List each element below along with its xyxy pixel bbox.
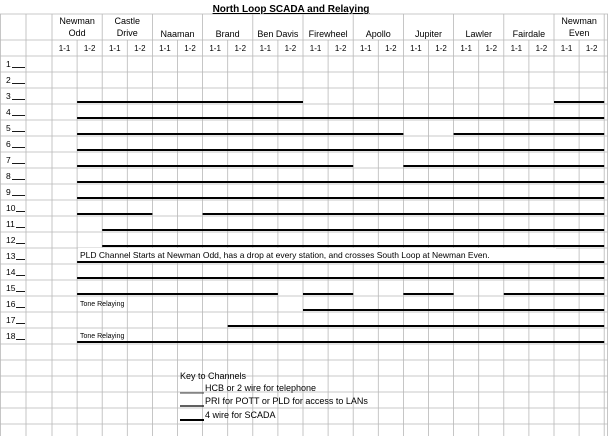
subcolumn-label: 1-2	[83, 44, 96, 53]
station-name: Odd	[68, 28, 86, 38]
subcolumn-label: 1-1	[359, 44, 372, 53]
subcolumn-label: 1-2	[134, 44, 146, 53]
pld-note: PLD Channel Starts at Newman Odd, has a drop at every station, and crosses South Loop at Newman Even.	[80, 250, 490, 260]
subcolumn-label: 1-2	[334, 44, 347, 53]
station-name: Fairdale	[512, 29, 546, 39]
station-name: Naaman	[160, 29, 195, 39]
station-name: Newman	[59, 16, 95, 26]
station-name: Apollo	[365, 29, 391, 39]
row-number: 16	[6, 299, 16, 309]
subcolumn-label: 1-1	[309, 44, 322, 53]
station-name: Firewheel	[308, 29, 348, 39]
subcolumn-label: 1-2	[485, 44, 498, 53]
station-name: Newman	[561, 16, 597, 26]
row-number: 1	[6, 59, 11, 69]
key-item-thin-label: HCB or 2 wire for telephone	[205, 383, 317, 393]
subcolumn-label: 1-1	[159, 44, 171, 53]
row-number: 17	[6, 315, 16, 325]
station-name: Castle	[114, 16, 141, 26]
key-item-heavy-label: 4 wire for SCADA	[205, 410, 276, 420]
row-number: 10	[6, 203, 16, 213]
subcolumn-label: 1-2	[535, 44, 548, 53]
subcolumn-label: 1-2	[585, 44, 598, 53]
subcolumn-label: 1-1	[58, 44, 71, 53]
subcolumn-label: 1-2	[184, 44, 196, 53]
station-name: Even	[568, 28, 590, 38]
row-number: 8	[6, 171, 11, 181]
page-title: North Loop SCADA and Relaying	[212, 4, 370, 15]
station-name: Drive	[116, 28, 138, 38]
row-number: 4	[6, 107, 11, 117]
station-name: Jupiter	[414, 29, 443, 39]
subcolumn-label: 1-1	[209, 44, 221, 53]
grid	[0, 14, 608, 436]
row-number: 6	[6, 139, 11, 149]
subcolumn-label: 1-2	[234, 44, 247, 53]
row-number: 18	[6, 331, 16, 341]
subcolumn-label: 1-1	[259, 44, 272, 53]
row-number: 3	[6, 91, 11, 101]
row-number: 13	[6, 251, 16, 261]
subcolumn-label: 1-2	[435, 44, 447, 53]
channel-key	[180, 371, 368, 420]
row-number: 12	[6, 235, 16, 245]
subcolumn-label: 1-2	[284, 44, 297, 53]
key-item-medium-label: PRI for POTT or PLD for access to LANs	[205, 396, 368, 406]
subcolumn-label: 1-1	[560, 44, 573, 53]
subcolumn-label: 1-1	[108, 44, 121, 53]
row-number: 14	[6, 267, 16, 277]
tone-relaying-label: Tone Relaying	[80, 301, 125, 308]
subcolumn-label: 1-1	[510, 44, 523, 53]
subcolumn-label: 1-2	[385, 44, 397, 53]
row-number: 5	[6, 123, 11, 133]
key-title: Key to Channels	[180, 371, 247, 381]
channel-lines	[77, 102, 604, 342]
row-number: 9	[6, 187, 11, 197]
station-name: Ben Davis	[257, 29, 299, 39]
subcolumn-label: 1-1	[460, 44, 472, 53]
station-name: Brand	[215, 29, 240, 39]
row-number: 7	[6, 155, 11, 165]
subcolumn-label: 1-1	[410, 44, 422, 53]
row-number: 2	[6, 75, 11, 85]
station-headers	[59, 16, 597, 39]
tone-relaying-label: Tone Relaying	[80, 333, 125, 340]
row-number: 11	[6, 219, 15, 229]
row-number: 15	[6, 283, 16, 293]
station-name: Lawler	[465, 29, 492, 39]
